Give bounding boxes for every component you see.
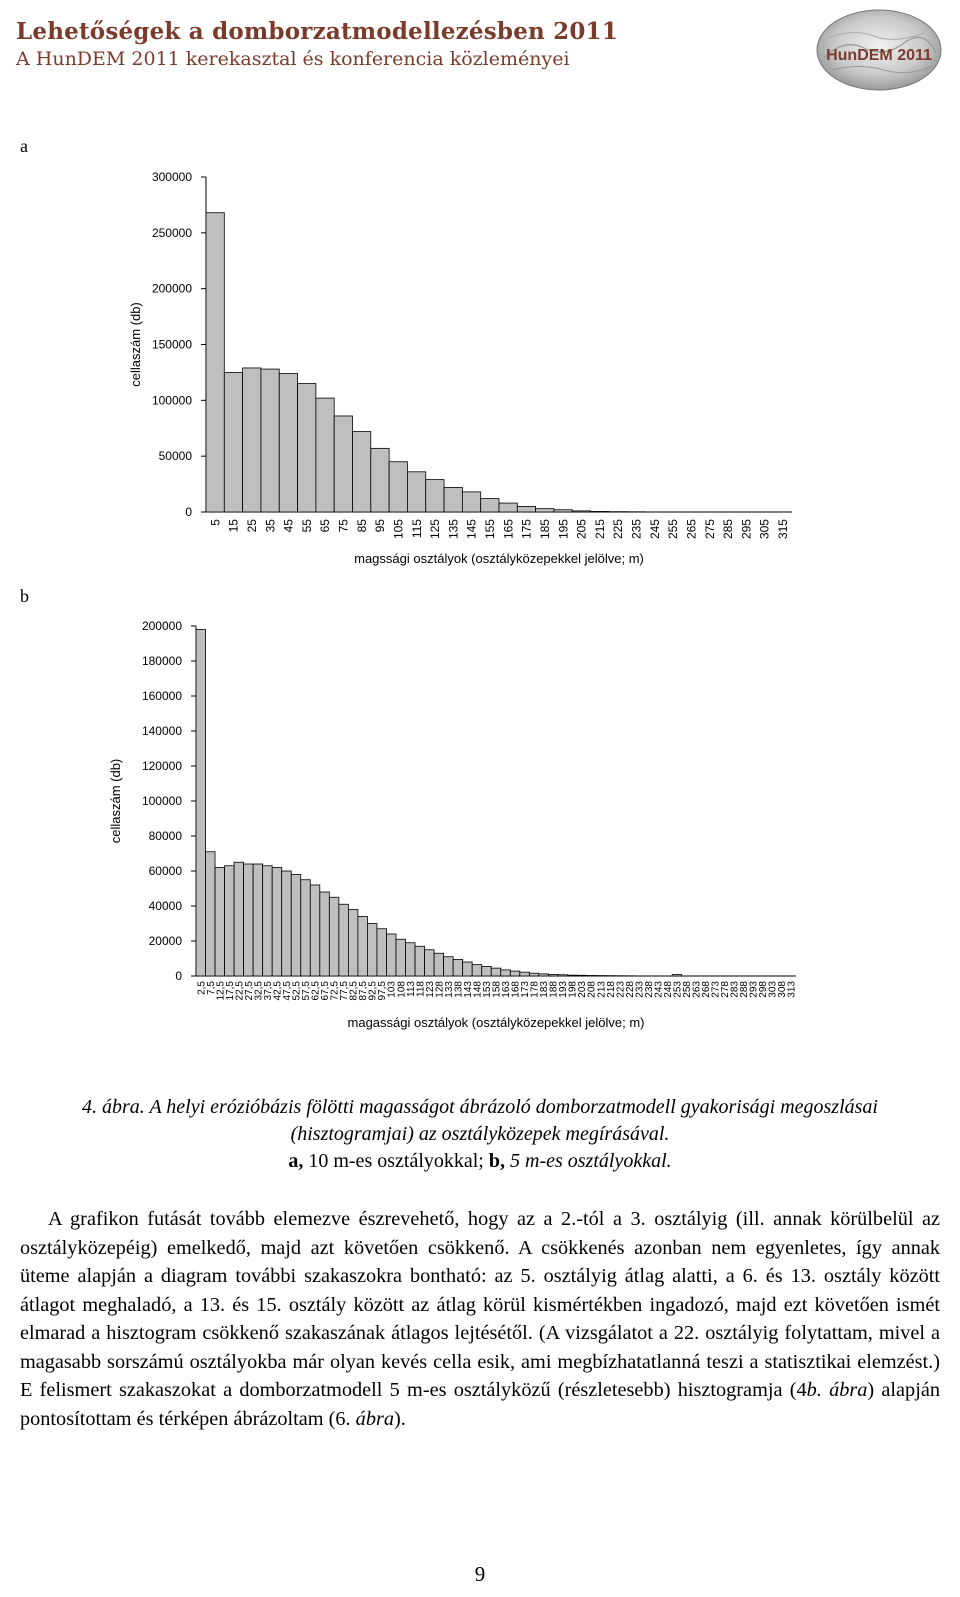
x-tick-label: 245 [647, 519, 662, 540]
x-tick-label: 82,5 [348, 981, 360, 1001]
x-tick-label: 128 [434, 981, 446, 998]
x-tick-label: 113 [405, 981, 417, 997]
body-paragraph [20, 1205, 940, 1433]
x-tick-label: 27,5 [243, 981, 255, 1001]
x-tick-label: 275 [702, 519, 717, 540]
figure-caption [20, 1094, 940, 1175]
histogram-bar [206, 213, 224, 512]
x-tick-label: 293 [748, 981, 760, 998]
x-tick-label: 208 [586, 981, 598, 998]
histogram-bar [316, 398, 334, 512]
y-axis-title: cellaszám (db) [108, 758, 123, 844]
histogram-bar [529, 973, 539, 976]
paragraph-mid: ) alapján pontosítottam és térképen ábrázoltam (6. [20, 1379, 940, 1430]
figure-ref-4b: b. ábra [806, 1379, 868, 1401]
histogram-bar [320, 892, 330, 976]
x-tick-label: 57,5 [301, 981, 313, 1001]
figure-ref-6: ábra [355, 1407, 394, 1430]
histogram-bar [225, 866, 235, 976]
x-tick-label: 67,5 [320, 981, 332, 1001]
x-tick-label: 105 [391, 519, 406, 540]
histogram-bar [672, 975, 682, 976]
x-tick-label: 198 [567, 981, 579, 998]
histogram-bar [367, 924, 377, 977]
histogram-bar [572, 511, 590, 512]
x-tick-label: 205 [574, 519, 589, 540]
x-axis-title: magassági osztályok (osztályközepekkel jelölve; m) [347, 1015, 645, 1030]
x-tick-label: 135 [446, 519, 461, 540]
histogram-bar [499, 503, 517, 512]
x-tick-label: 22,5 [234, 981, 246, 1001]
x-tick-label: 7,5 [205, 981, 217, 995]
x-tick-label: 65 [318, 519, 333, 533]
x-tick-label: 168 [510, 981, 522, 998]
histogram-bar [389, 462, 407, 512]
histogram-bar [482, 966, 492, 976]
caption-b-text: 5 m-es osztályokkal. [510, 1150, 672, 1172]
histogram-bar [444, 487, 462, 512]
x-tick-label: 283 [729, 981, 741, 998]
histogram-a [0, 165, 960, 575]
histogram-b [0, 618, 960, 1048]
x-tick-label: 233 [634, 981, 646, 998]
caption-a-text: 10 m-es osztályokkal; [308, 1150, 484, 1172]
journal-subtitle: A HunDEM 2011 kerekasztal és konferencia közleményei [16, 48, 570, 70]
journal-title: Lehetőségek a domborzatmodellezésben 2011 [16, 18, 618, 45]
x-axis-title: magssági osztályok (osztályközepekkel jelölve; m) [354, 551, 644, 566]
x-tick-label: 85 [354, 519, 369, 533]
x-tick-label: 225 [611, 519, 626, 540]
y-tick-label: 0 [175, 969, 182, 983]
histogram-bar [567, 975, 577, 976]
x-tick-label: 223 [615, 981, 627, 998]
histogram-bar [463, 962, 473, 976]
histogram-bar [196, 630, 206, 977]
histogram-bar [244, 864, 254, 976]
x-tick-label: 305 [757, 519, 772, 540]
x-tick-label: 193 [558, 981, 570, 998]
histogram-bar [253, 864, 263, 976]
histogram-bar [206, 852, 216, 976]
y-tick-label: 20000 [148, 934, 182, 948]
x-tick-label: 178 [529, 981, 541, 998]
histogram-bar [291, 875, 301, 977]
x-tick-label: 268 [701, 981, 713, 998]
x-tick-label: 125 [428, 519, 443, 540]
x-tick-label: 295 [739, 519, 754, 540]
x-tick-label: 183 [539, 981, 551, 998]
x-tick-label: 35 [263, 519, 278, 533]
paragraph-end: ). [394, 1407, 406, 1430]
x-tick-label: 2,5 [196, 981, 208, 995]
x-tick-label: 12,5 [215, 981, 227, 1001]
x-tick-label: 17,5 [224, 981, 236, 1001]
x-tick-label: 75 [336, 519, 351, 533]
x-tick-label: 273 [710, 981, 722, 998]
x-tick-label: 278 [720, 981, 732, 998]
x-tick-label: 72,5 [329, 981, 341, 1001]
x-tick-label: 45 [281, 519, 296, 533]
histogram-bar [472, 965, 482, 976]
histogram-bar [558, 975, 568, 976]
histogram-bar [386, 934, 396, 976]
histogram-bar [263, 866, 273, 976]
histogram-bar [517, 506, 535, 512]
x-tick-label: 288 [739, 981, 751, 998]
x-tick-label: 47,5 [281, 981, 293, 1001]
histogram-bar [591, 511, 609, 512]
x-tick-label: 238 [643, 981, 655, 998]
x-tick-label: 258 [681, 981, 693, 998]
histogram-bar [407, 472, 425, 512]
x-tick-label: 55 [299, 519, 314, 533]
x-tick-label: 158 [491, 981, 503, 998]
histogram-bar [415, 946, 425, 976]
y-tick-label: 100000 [141, 794, 182, 808]
x-tick-label: 315 [776, 519, 791, 540]
histogram-bar [334, 416, 352, 512]
y-tick-label: 120000 [141, 759, 182, 773]
x-tick-label: 175 [519, 519, 534, 540]
histogram-bar [425, 950, 435, 976]
histogram-bar [358, 917, 368, 977]
x-tick-label: 15 [226, 519, 241, 533]
x-tick-label: 87,5 [358, 981, 370, 1001]
x-tick-label: 265 [684, 519, 699, 540]
x-tick-label: 188 [548, 981, 560, 998]
histogram-bar [444, 957, 454, 976]
x-tick-label: 248 [662, 981, 674, 998]
y-tick-label: 300000 [151, 170, 192, 184]
y-tick-label: 200000 [151, 281, 192, 296]
y-tick-label: 180000 [141, 654, 182, 668]
x-tick-label: 253 [672, 981, 684, 998]
x-tick-label: 215 [592, 519, 607, 540]
svg-text:HunDEM 2011: HunDEM 2011 [826, 47, 932, 64]
histogram-bar [510, 971, 520, 976]
x-tick-label: 203 [577, 981, 589, 998]
x-tick-label: 235 [629, 519, 644, 540]
x-tick-label: 185 [537, 519, 552, 540]
histogram-bar [406, 943, 416, 976]
y-tick-label: 40000 [148, 899, 182, 913]
histogram-bar [377, 929, 387, 976]
histogram-bar [339, 904, 349, 976]
x-tick-label: 5 [208, 519, 223, 526]
y-tick-label: 200000 [141, 619, 182, 633]
histogram-bar [491, 968, 501, 976]
x-tick-label: 163 [501, 981, 513, 998]
x-tick-label: 155 [483, 519, 498, 540]
x-tick-label: 263 [691, 981, 703, 998]
paragraph-text: A grafikon futását tovább elemezve észrevehető, hogy az a 2.-tól a 3. osztályig (ill. annak körülbelül az osztályközepéig) emelkedő, majd azt követően csökkenő. A csökkenés azonban nem egyenletes, így annak üteme alapján a diagram további szakaszokra bontható: az 5. osztályig átlag alatti, a 6. és 13. osztály között átlagot meghaladó, a 13. és 15. osztály között az átlag körül kismértékben ingadozó, majd ezt követően ismét elmarad a hisztogram csökkenő szakaszának átlagos lejtésétől. (A vizsgálatot a 22. osztályig folytattam, mivel a magasabb sorszámú osztályokba már olyan kevés cella esik, ami megbízhatatlanná teszi a statisztikai elemzést.) E felismert szakaszokat a domborzatmodell 5 m-es osztályközű (részletesebb) hisztogramja (4 [20, 1208, 940, 1401]
x-tick-label: 303 [767, 981, 779, 998]
x-tick-label: 255 [666, 519, 681, 540]
histogram-bar [371, 448, 389, 512]
panel-label-b: b [20, 586, 29, 606]
x-tick-label: 228 [624, 981, 636, 998]
histogram-bar [396, 939, 406, 976]
histogram-bar [536, 509, 554, 512]
x-tick-label: 25 [244, 519, 259, 533]
x-tick-label: 285 [721, 519, 736, 540]
page-number: 9 [474, 1562, 486, 1586]
x-tick-label: 37,5 [262, 981, 274, 1001]
histogram-bar [434, 953, 444, 976]
page-header [16, 14, 944, 84]
x-tick-label: 153 [481, 981, 493, 998]
x-tick-label: 52,5 [291, 981, 303, 1001]
x-tick-label: 165 [501, 519, 516, 540]
x-tick-label: 313 [786, 981, 798, 998]
histogram-bar [426, 480, 444, 512]
figure-number: 4. ábra. [82, 1096, 145, 1118]
x-tick-label: 95 [373, 519, 388, 533]
histogram-bar [577, 975, 587, 976]
histogram-bar [481, 499, 499, 512]
y-tick-label: 0 [185, 505, 192, 519]
x-tick-label: 298 [758, 981, 770, 998]
histogram-bar [329, 897, 339, 976]
x-tick-label: 143 [462, 981, 474, 998]
histogram-bar [586, 975, 596, 976]
caption-b-label: b, [488, 1150, 505, 1172]
y-tick-label: 80000 [148, 829, 182, 843]
y-axis-title: cellaszám (db) [128, 302, 143, 387]
histogram-bar [548, 974, 558, 976]
x-tick-label: 308 [777, 981, 789, 998]
y-tick-label: 100000 [151, 393, 192, 408]
y-tick-label: 50000 [158, 449, 192, 464]
hundem-logo [814, 8, 944, 92]
histogram-bar [224, 372, 242, 512]
x-tick-label: 62,5 [310, 981, 322, 1001]
x-tick-label: 138 [453, 981, 465, 998]
x-tick-label: 195 [556, 519, 571, 540]
histogram-bar [554, 510, 572, 512]
x-tick-label: 92,5 [367, 981, 379, 1001]
histogram-bar [453, 959, 463, 976]
panel-label-a: a [20, 136, 28, 156]
caption-text: A helyi erózióbázis fölötti magasságot ábrázoló domborzatmodell gyakorisági megoszlásai (hisztogramjai) az osztályközepek megírásával. [149, 1096, 878, 1145]
x-tick-label: 123 [424, 981, 436, 998]
histogram-bar [279, 374, 297, 512]
x-tick-label: 97,5 [377, 981, 389, 1001]
y-tick-label: 60000 [148, 864, 182, 878]
histogram-bar [282, 871, 292, 976]
x-tick-label: 213 [596, 981, 608, 998]
x-tick-label: 32,5 [253, 981, 265, 1001]
histogram-bar [234, 862, 244, 976]
y-tick-label: 150000 [151, 337, 192, 352]
histogram-bar [348, 910, 358, 977]
x-tick-label: 42,5 [272, 981, 284, 1001]
histogram-bar [462, 492, 480, 512]
histogram-bar [261, 369, 279, 512]
x-tick-label: 145 [464, 519, 479, 540]
caption-a-label: a, [288, 1150, 304, 1172]
x-tick-label: 218 [605, 981, 617, 998]
histogram-bar [272, 868, 282, 977]
histogram-bar [243, 368, 261, 512]
x-tick-label: 173 [520, 981, 532, 998]
histogram-bar [353, 432, 371, 512]
x-tick-label: 115 [409, 519, 424, 539]
histogram-bar [301, 880, 311, 976]
histogram-bar [520, 972, 530, 976]
histogram-bar [310, 885, 320, 976]
x-tick-label: 77,5 [339, 981, 351, 1001]
histogram-bar [539, 974, 549, 976]
histogram-bar [215, 868, 225, 977]
histogram-bar [501, 970, 511, 976]
y-tick-label: 160000 [141, 689, 182, 703]
x-tick-label: 133 [443, 981, 455, 998]
x-tick-label: 243 [653, 981, 665, 998]
x-tick-label: 148 [472, 981, 484, 998]
histogram-bar [298, 384, 316, 512]
y-tick-label: 140000 [141, 724, 182, 738]
y-tick-label: 250000 [151, 225, 192, 240]
x-tick-label: 118 [415, 981, 427, 997]
x-tick-label: 108 [396, 981, 408, 998]
x-tick-label: 103 [386, 981, 398, 998]
